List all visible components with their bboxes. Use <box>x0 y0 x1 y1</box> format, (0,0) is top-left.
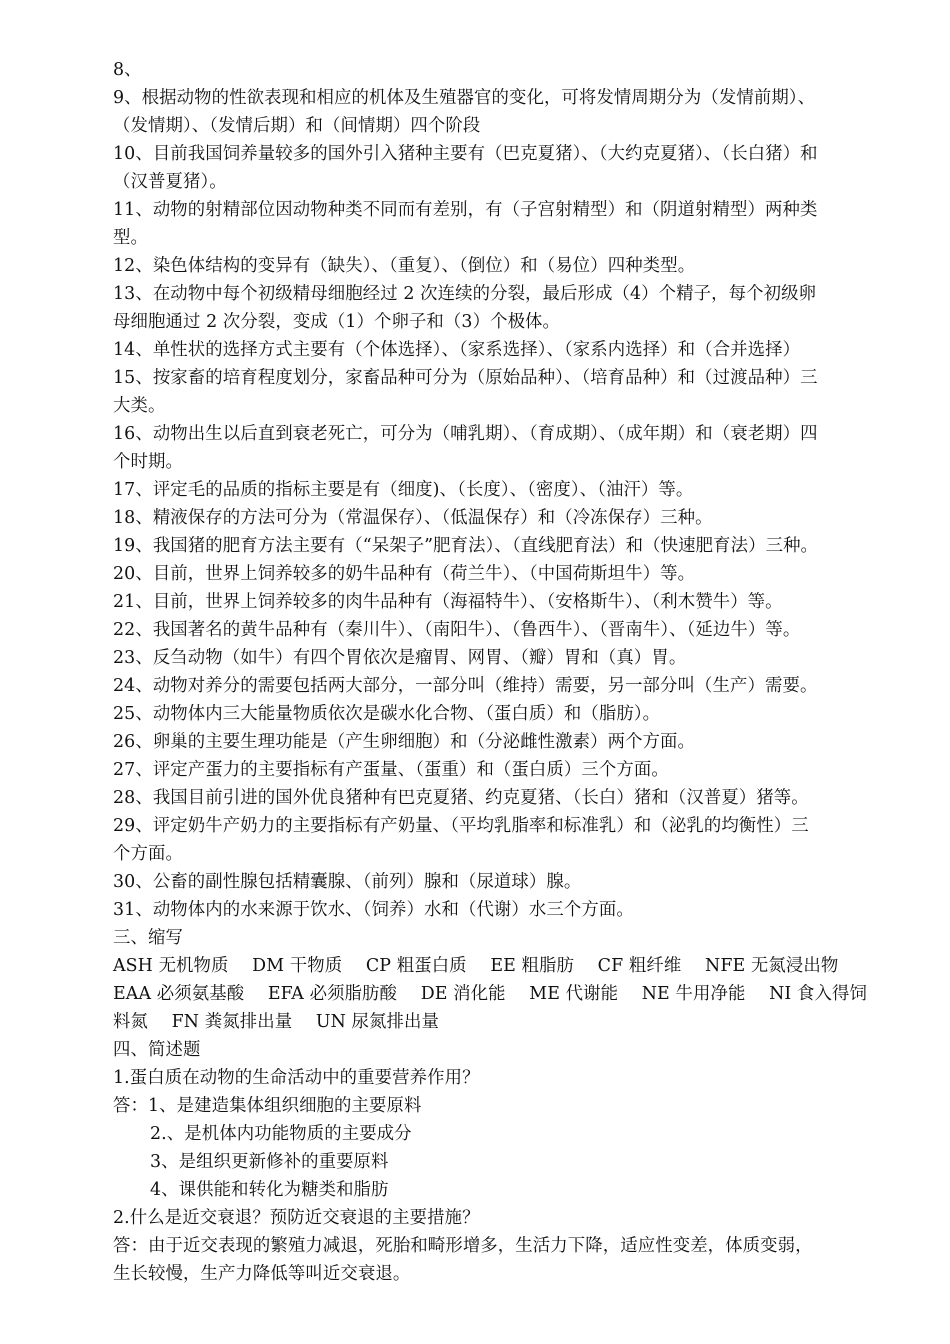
short-answer-question-2: 2.什么是近交衰退？预防近交衰退的主要措施？ <box>113 1208 480 1228</box>
question-10-line-1: 10、目前我国饲养量较多的国外引入猪种主要有（巴克夏猪）、（大约克夏猪）、（长白猪）和 <box>113 144 818 164</box>
answer-1-item-2: 2.、是机体内功能物质的主要成分 <box>150 1124 412 1144</box>
question-13-line-2: 母细胞通过 2 次分裂，变成（1）个卵子和（3）个极体。 <box>113 312 561 332</box>
answer-1-item-1: 答：1、是建造集体组织细胞的主要原料 <box>113 1096 422 1116</box>
question-16-line-1: 16、动物出生以后直到衰老死亡，可分为（哺乳期）、（育成期）、（成年期）和（衰老期）四 <box>113 424 818 444</box>
question-18: 18、精液保存的方法可分为（常温保存）、（低温保存）和（冷冻保存）三种。 <box>113 508 713 528</box>
question-29-line-1: 29、评定奶牛产奶力的主要指标有产奶量、（平均乳脂率和标准乳）和（泌乳的均衡性）三 <box>113 816 809 836</box>
question-29-line-2: 个方面。 <box>113 844 183 864</box>
question-23: 23、反刍动物（如牛）有四个胃依次是瘤胃、网胃、（瓣）胃和（真）胃。 <box>113 648 687 668</box>
abbreviation-item: EFA 必须脂肪酸 <box>267 984 398 1004</box>
abbreviation-row-1 <box>113 952 853 980</box>
answer-1-item-3: 3、是组织更新修补的重要原料 <box>150 1152 389 1172</box>
question-20: 20、目前，世界上饲养较多的奶牛品种有（荷兰牛）、（中国荷斯坦牛）等。 <box>113 564 696 584</box>
question-25: 25、动物体内三大能量物质依次是碳水化合物、（蛋白质）和（脂肪）。 <box>113 704 661 724</box>
question-10-line-2: （汉普夏猪）。 <box>113 172 227 192</box>
question-26: 26、卵巢的主要生理功能是（产生卵细胞）和（分泌雌性激素）两个方面。 <box>113 732 696 752</box>
abbreviation-row-3 <box>113 1008 853 1036</box>
question-12: 12、染色体结构的变异有（缺失）、（重复）、（倒位）和（易位）四种类型。 <box>113 256 696 276</box>
question-17: 17、评定毛的品质的指标主要是有（细度)、（长度）、（密度）、（油汗）等。 <box>113 480 694 500</box>
abbreviation-row-2 <box>113 980 867 1008</box>
abbreviation-item: DE 消化能 <box>420 984 506 1004</box>
abbreviation-item: DM 干物质 <box>252 956 343 976</box>
abbreviation-item: NI 食入得饲 <box>769 984 867 1004</box>
question-9-line-2: （发情期）、（发情后期）和（间情期）四个阶段 <box>113 116 481 136</box>
question-30: 30、公畜的副性腺包括精囊腺、（前列）腺和（尿道球）腺。 <box>113 872 582 892</box>
question-22: 22、我国著名的黄牛品种有（秦川牛）、（南阳牛）、（鲁西牛）、（晋南牛）、（延边牛）等。 <box>113 620 801 640</box>
question-28: 28、我国目前引进的国外优良猪种有巴克夏猪、约克夏猪、（长白）猪和（汉普夏）猪等。 <box>113 788 809 808</box>
question-16-line-2: 个时期。 <box>113 452 183 472</box>
document-body <box>113 56 867 1288</box>
abbreviation-item: CP 粗蛋白质 <box>365 956 467 976</box>
answer-1-item-4: 4、课供能和转化为糖类和脂肪 <box>150 1180 389 1200</box>
abbreviation-item: 料氮 <box>113 1012 148 1032</box>
abbreviation-item: NFE 无氮浸出物 <box>705 956 839 976</box>
question-21: 21、目前，世界上饲养较多的肉牛品种有（海福特牛）、（安格斯牛）、（利木赞牛）等。 <box>113 592 783 612</box>
short-answer-question-1: 1.蛋白质在动物的生命活动中的重要营养作用？ <box>113 1068 480 1088</box>
question-9-line-1: 9、根据动物的性欲表现和相应的机体及生殖器官的变化，可将发情周期分为（发情前期）、 <box>113 88 816 108</box>
abbreviation-item: FN 粪氮排出量 <box>171 1012 293 1032</box>
question-27: 27、评定产蛋力的主要指标有产蛋量、（蛋重）和（蛋白质）三个方面。 <box>113 760 669 780</box>
question-11-line-2: 型。 <box>113 228 148 248</box>
abbreviation-item: CF 粗纤维 <box>597 956 682 976</box>
question-14: 14、单性状的选择方式主要有（个体选择）、（家系选择）、（家系内选择）和（合并选择） <box>113 340 801 360</box>
abbreviation-item: EE 粗脂肪 <box>490 956 575 976</box>
abbreviation-item: NE 牛用净能 <box>641 984 746 1004</box>
abbreviation-item: EAA 必须氨基酸 <box>113 984 245 1004</box>
abbreviation-item: ME 代谢能 <box>529 984 619 1004</box>
question-13-line-1: 13、在动物中每个初级精母细胞经过 2 次连续的分裂，最后形成（4）个精子，每个初级卵 <box>113 284 817 304</box>
question-24: 24、动物对养分的需要包括两大部分，一部分叫（维持）需要，另一部分叫（生产）需要。 <box>113 676 818 696</box>
abbreviation-item: UN 尿氮排出量 <box>315 1012 439 1032</box>
question-19: 19、我国猪的肥育方法主要有（“呆架子”肥育法）、（直线肥育法）和（快速肥育法）三种。 <box>113 536 819 556</box>
question-31: 31、动物体内的水来源于饮水、（饲养）水和（代谢）水三个方面。 <box>113 900 634 920</box>
section-heading-short-answer: 四、简述题 <box>113 1040 201 1060</box>
section-heading-abbreviations: 三、缩写 <box>113 928 183 948</box>
question-15-line-2: 大类。 <box>113 396 166 416</box>
question-8: 8、 <box>113 60 142 80</box>
answer-2-line-2: 生长较慢，生产力降低等叫近交衰退。 <box>113 1264 411 1284</box>
answer-2-line-1: 答：由于近交表现的繁殖力减退，死胎和畸形增多，生活力下降，适应性变差，体质变弱， <box>113 1236 813 1256</box>
question-11-line-1: 11、动物的射精部位因动物种类不同而有差别，有（子宫射精型）和（阴道射精型）两种类 <box>113 200 818 220</box>
abbreviation-item: ASH 无机物质 <box>113 956 229 976</box>
question-15-line-1: 15、按家畜的培育程度划分，家畜品种可分为（原始品种）、（培育品种）和（过渡品种）三 <box>113 368 818 388</box>
